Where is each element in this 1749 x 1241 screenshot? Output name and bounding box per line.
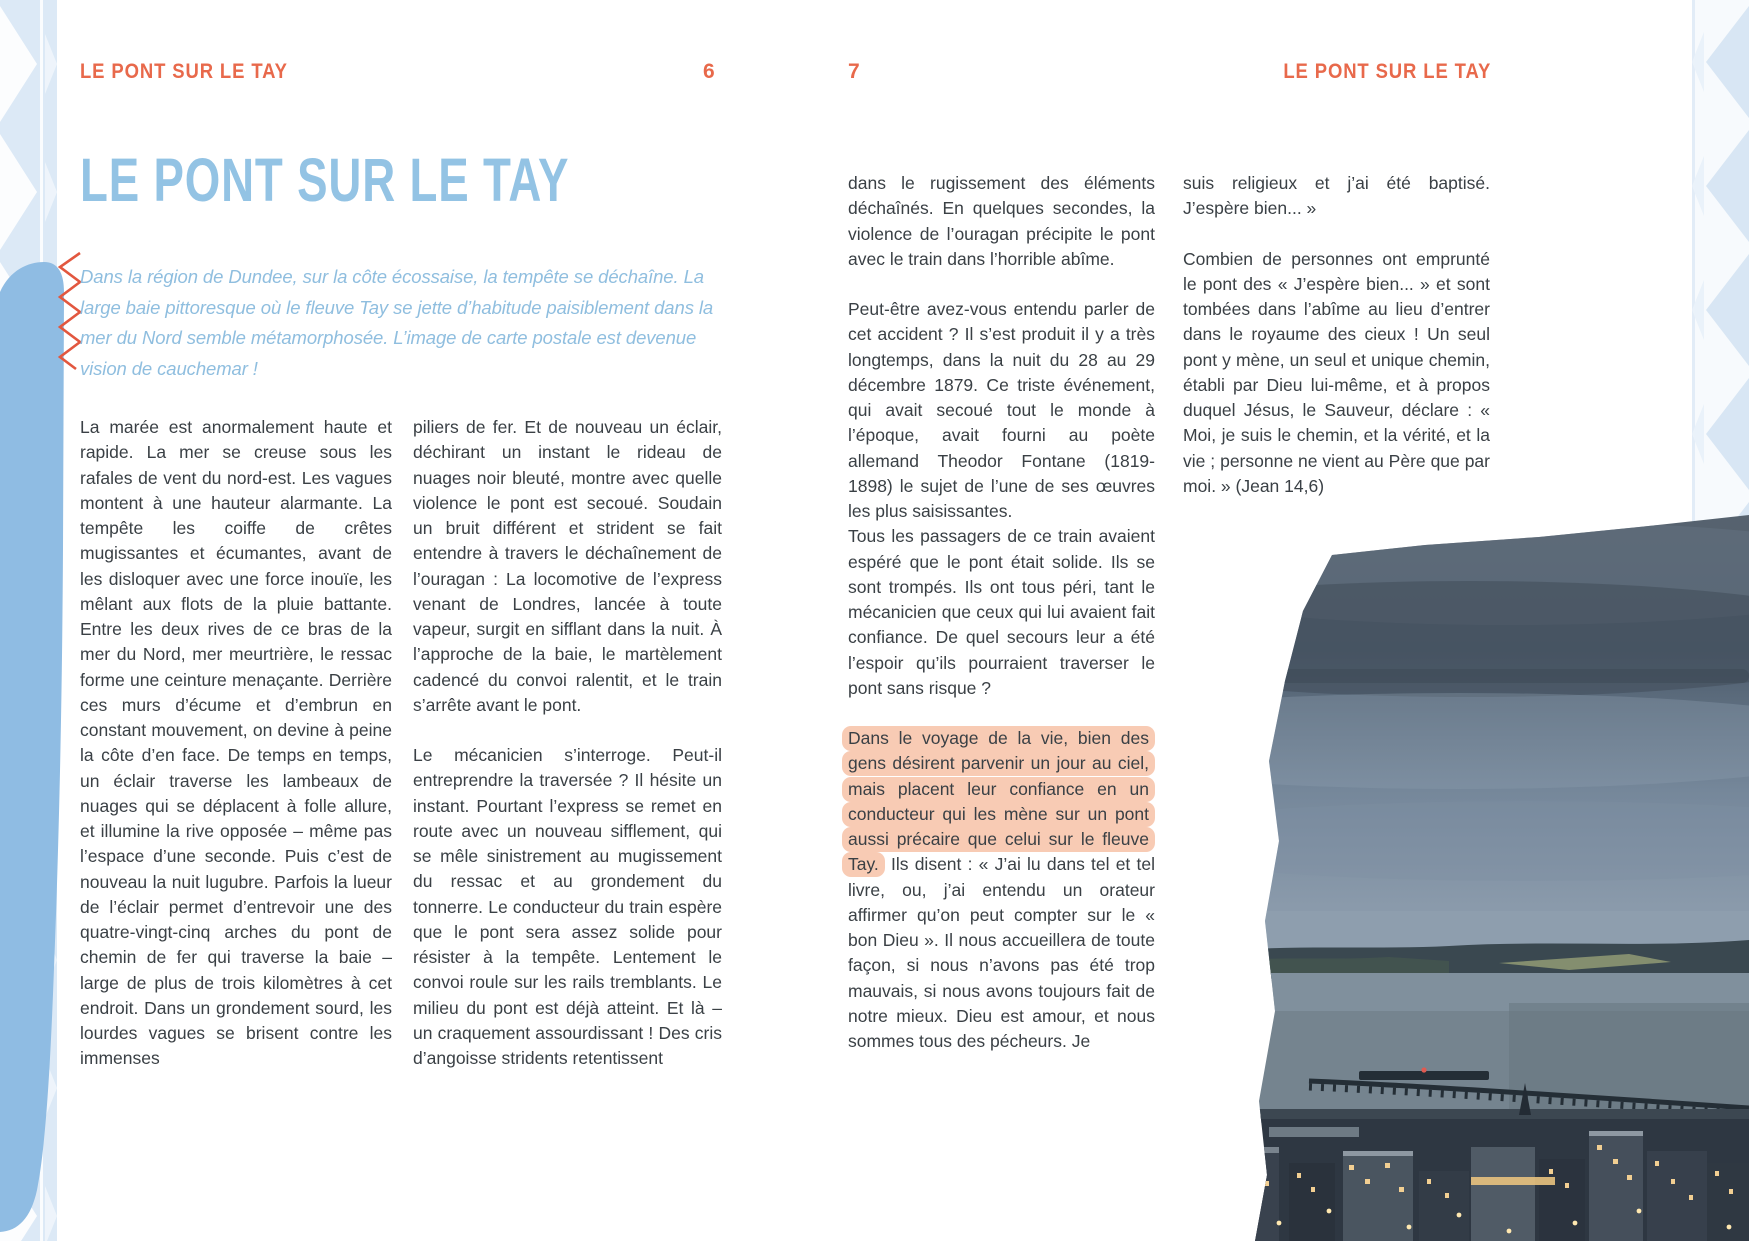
body-paragraph: suis religieux et j’ai été baptisé. J’espère bien... »: [1183, 173, 1490, 219]
dundee-tay-bridge-photo: [1209, 511, 1749, 1241]
running-header-left: LE PONT SUR LE TAY: [80, 60, 288, 83]
body-paragraph: Le mécanicien s’interroge. Peut-il entreprendre la traversée ? Il hésite un instant. Pourtant l’express se remet en route avec un nouveau sifflement, qui se mêle sinistrement au mugissement du ressac et au grondement du tonnerre. Le conducteur du train espère que le pont sera assez solide pour résister à la tempête. Lentement le convoi roule sur les rails tremblants. Le milieu du pont est déjà atteint. Et là – un craquement assourdissant ! Des cris d’angoisse stridents retentissent: [413, 745, 722, 1068]
page-number-6: 6: [703, 60, 715, 83]
right-page-column-2: [1183, 171, 1490, 524]
body-paragraph: piliers de fer. Et de nouveau un éclair, déchirant un instant le rideau de nuages noir bleuté, montre avec quelle violence le pont est secoué. Soudain un bruit différent et strident se fait entendre à travers le déchaînement de l’ouragan : La locomotive de l’express venant de Londres, lancée à toute vapeur, surgit en sifflant dans la nuit. À l’approche de la baie, le martèlement cadencé du convoi ralentit, et le train s’arrête avant le pont.: [413, 417, 722, 715]
body-paragraph: Combien de personnes ont emprunté le pont des « J’espère bien... » et sont tombées dans l’abîme au lieu d’entrer dans le royaume des cieux ! Un seul pont y mène, un seul et unique chemin, établi par Dieu lui-même, et à propos duquel Jésus, le Sauveur, déclare : « Moi, je suis le chemin, et la vérité, et la vie ; personne ne vient au Père que par moi. » (Jean 14,6): [1183, 248, 1490, 496]
body-paragraph: Peut-être avez-vous entendu parler de cet accident ? Il s’est produit il y a très longtemps, dans la nuit du 28 au 29 décembre 1879. Ce triste événement, qui avait secoué tout le monde à l’époque, avait fourni au poète allemand Theodor Fontane (1819-1898) le sujet de l’une de ses œuvres les plus saisissantes.: [848, 299, 1155, 521]
zigzag-ornament-icon: [54, 251, 82, 372]
running-header-right: LE PONT SUR LE TAY: [1283, 60, 1491, 83]
right-page-column-1: [848, 171, 1155, 1079]
body-paragraph: Tous les passagers de ce train avaient espéré que le pont était solide. Ils se sont trompés. Ils ont tous péri, tant le mécanicien que ceux qui lui avaient fait confiance. De quel secours leur a été l’espoir qu’ils pourraient traverser le pont sans risque ?: [848, 526, 1155, 698]
left-page-column-1: [80, 415, 392, 1097]
body-paragraph: La marée est anormalement haute et rapide. La mer se creuse sous les rafales de vent du nord-est. Les vagues montent à une hauteur alarmante. La tempête les coiffe de crêtes mugissantes et écumantes, avant de les disloquer avec une force inouïe, les mêlant aux flots de la pluie battante. Entre les deux rives de ce bras de la mer du Nord, mer meurtrière, le ressac forme une ceinture menaçante. Derrière ces murs d’écume et d’embrun en constant mouvement, on devine à peine la côte d’en face. De temps en temps, un éclair traverse les lambeaux de nuages qui se déplacent à folle allure, et illumine la rive opposée – même pas l’espace d’une seconde. Puis c’est de nouveau la nuit lugubre. Parfois la lueur de l’éclair permet d’entrevoir une des quatre-vingt-cinq arches du pont de chemin de fer qui traverse la baie – large de plus de trois kilomètres à cet endroit. Dans un grondement sourd, les lourdes vagues se brisent contre les immenses: [80, 417, 392, 1069]
page-title: LE PONT SUR LE TAY: [80, 145, 570, 215]
highlighted-text: Dans le voyage de la vie, bien des gens désirent parvenir un jour au ciel, mais placent leur confiance en un conducteur qui les mène sur un pont aussi précaire que celui sur le fleuve Tay.: [842, 726, 1155, 877]
left-page-column-2: [413, 415, 722, 1096]
left-blue-blob-shape: [0, 248, 70, 1241]
highlight-paragraph: [848, 726, 1155, 1054]
intro-paragraph: Dans la région de Dundee, sur la côte écossaise, la tempête se déchaîne. La large baie pittoresque où le fleuve Tay se jette d’habitude paisiblement dans la mer du Nord semble métamorphosée. L’image de carte postale est devenue vision de cauchemar !: [80, 266, 714, 379]
body-text: Ils disent : « J’ai lu dans tel et tel livre, ou, j’ai entendu un orateur affirmer qu’on peut compter sur le « bon Dieu ». Il nous accueillera de toute façon, si nous n’avons pas été trop mauvais, si nous avons toujours fait de notre mieux. Dieu est amour, et nous sommes tous des pécheurs. Je: [848, 854, 1155, 1051]
page-number-7: 7: [848, 60, 860, 83]
body-paragraph: dans le rugissement des éléments déchaînés. En quelques secondes, la violence de l’ouragan précipite le pont avec le train dans l’horrible abîme.: [848, 173, 1155, 269]
